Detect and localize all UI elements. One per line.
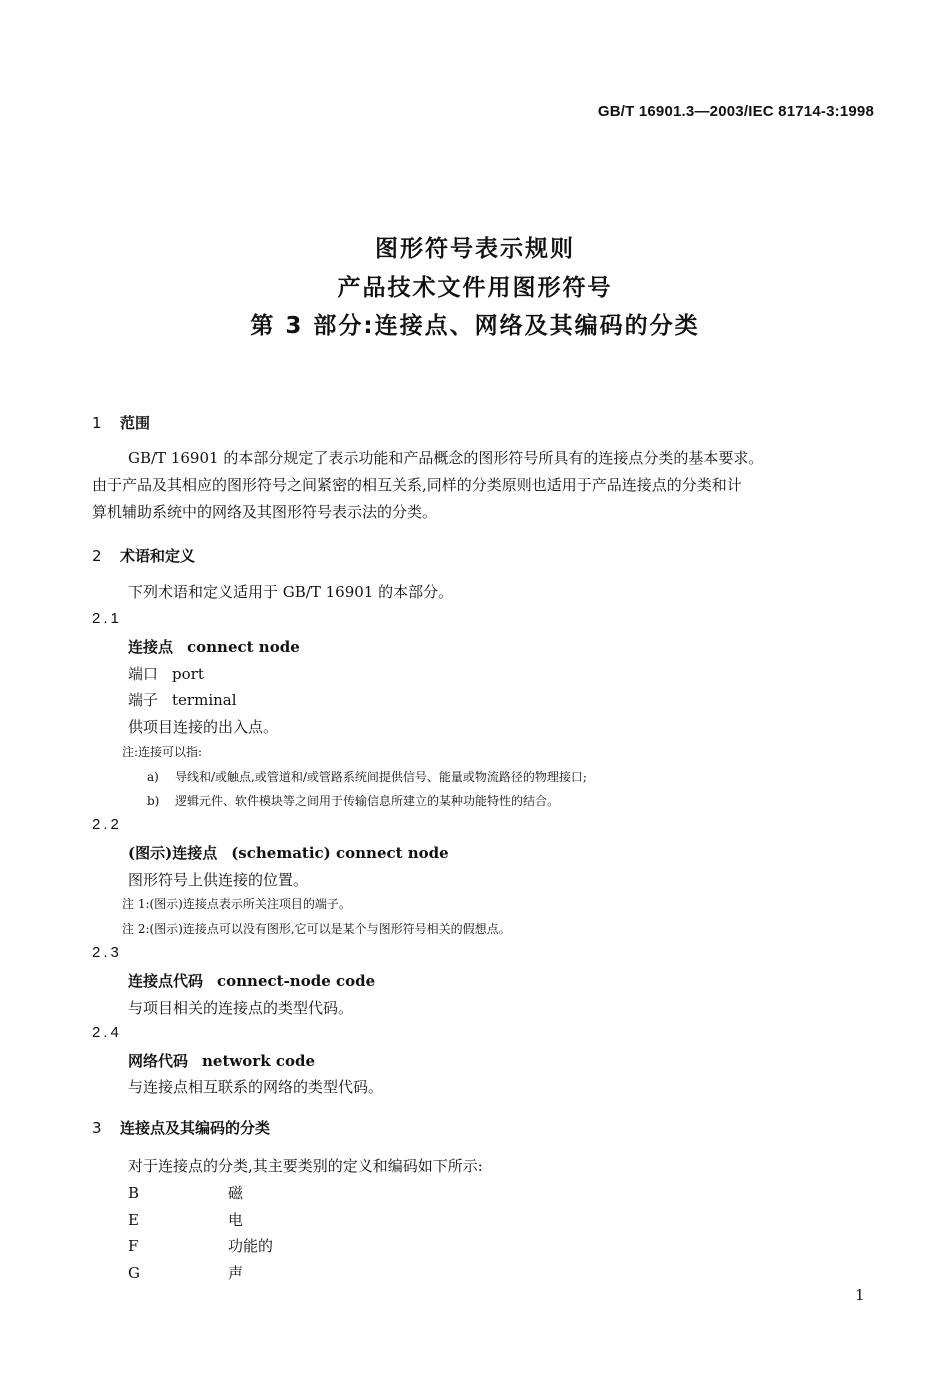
title-line-3: 第 3 部分:连接点、网络及其编码的分类 — [250, 313, 700, 339]
classification-intro: 对于连接点的分类,其主要类别的定义和编码如下所示: — [128, 1157, 483, 1175]
clause-number-2-2: 2.2 — [92, 816, 122, 833]
note-2-1-b — [147, 792, 559, 809]
title-line-2: 产品技术文件用图形符号 — [337, 275, 613, 301]
term-2-1 — [128, 636, 300, 657]
term-2-4 — [128, 1050, 315, 1071]
code-letter: B — [128, 1184, 140, 1202]
standard-number: GB/T 16901.3—2003/IEC 81714-3:1998 — [597, 103, 874, 120]
synonym-terminal — [128, 689, 237, 710]
definition-2-2: 图形符号上供连接的位置。 — [128, 871, 309, 889]
term-en: (schematic) connect node — [231, 844, 449, 862]
note-label: b) — [147, 794, 160, 808]
term-en: network code — [202, 1052, 315, 1070]
code-meaning: 声 — [228, 1264, 244, 1282]
term-zh: 连接点代码 — [128, 972, 204, 990]
synonym-zh: 端子 — [128, 691, 159, 709]
note-2-1-a — [147, 768, 587, 785]
section-3-heading — [92, 1117, 270, 1138]
section-number: 1 — [92, 414, 102, 432]
scope-paragraph-line-3: 算机辅助系统中的网络及其图形符号表示法的分类。 — [92, 503, 438, 521]
section-title: 连接点及其编码的分类 — [120, 1119, 271, 1137]
page-number: 1 — [855, 1286, 865, 1304]
definition-2-4: 与连接点相互联系的网络的类型代码。 — [128, 1078, 384, 1096]
code-row — [128, 1235, 273, 1256]
term-2-2 — [128, 842, 449, 863]
section-number: 2 — [92, 547, 102, 565]
term-en: connect-node code — [217, 972, 376, 990]
scope-paragraph-line-1: GB/T 16901 的本部分规定了表示功能和产品概念的图形符号所具有的连接点分类的基本要求。 — [128, 449, 764, 467]
clause-number-2-1: 2.1 — [92, 610, 122, 627]
code-letter: F — [128, 1237, 139, 1255]
term-en: connect node — [187, 638, 300, 656]
code-row — [128, 1262, 243, 1283]
code-meaning: 功能的 — [228, 1237, 274, 1255]
synonym-en: terminal — [172, 691, 237, 709]
section-1-heading — [92, 412, 150, 433]
note-text: 逻辑元件、软件模块等之间用于传输信息所建立的某种功能特性的结合。 — [175, 794, 560, 808]
definition-2-3: 与项目相关的连接点的类型代码。 — [128, 999, 354, 1017]
definition-2-1: 供项目连接的出入点。 — [128, 718, 279, 736]
code-letter: E — [128, 1211, 139, 1229]
section-2-heading — [92, 545, 195, 566]
code-letter: G — [128, 1264, 140, 1282]
synonym-port — [128, 663, 204, 684]
section-title: 术语和定义 — [120, 547, 196, 565]
note-2-1-intro: 注:连接可以指: — [122, 745, 203, 759]
section-title: 范围 — [120, 414, 151, 432]
section-number: 3 — [92, 1119, 102, 1137]
code-row — [128, 1182, 243, 1203]
term-zh: 网络代码 — [128, 1052, 189, 1070]
note-2-2-1: 注 1:(图示)连接点表示所关注项目的端子。 — [122, 897, 351, 911]
term-2-3 — [128, 970, 375, 991]
synonym-zh: 端口 — [128, 665, 159, 683]
term-zh: 连接点 — [128, 638, 174, 656]
code-row — [128, 1209, 243, 1230]
title-line-1: 图形符号表示规则 — [375, 236, 575, 262]
clause-number-2-3: 2.3 — [92, 944, 122, 961]
clause-number-2-4: 2.4 — [92, 1024, 122, 1041]
term-zh: (图示)连接点 — [128, 844, 218, 862]
note-text: 导线和/或触点,或管道和/或管路系统间提供信号、能量或物流路径的物理接口; — [175, 770, 587, 784]
terms-intro: 下列术语和定义适用于 GB/T 16901 的本部分。 — [128, 583, 454, 601]
note-label: a) — [147, 770, 159, 784]
code-meaning: 电 — [228, 1211, 244, 1229]
synonym-en: port — [172, 665, 204, 683]
scope-paragraph-line-2: 由于产品及其相应的图形符号之间紧密的相互关系,同样的分类原则也适用于产品连接点的分类和计 — [92, 476, 742, 494]
code-meaning: 磁 — [228, 1184, 244, 1202]
note-2-2-2: 注 2:(图示)连接点可以没有图形,它可以是某个与图形符号相关的假想点。 — [122, 922, 511, 936]
